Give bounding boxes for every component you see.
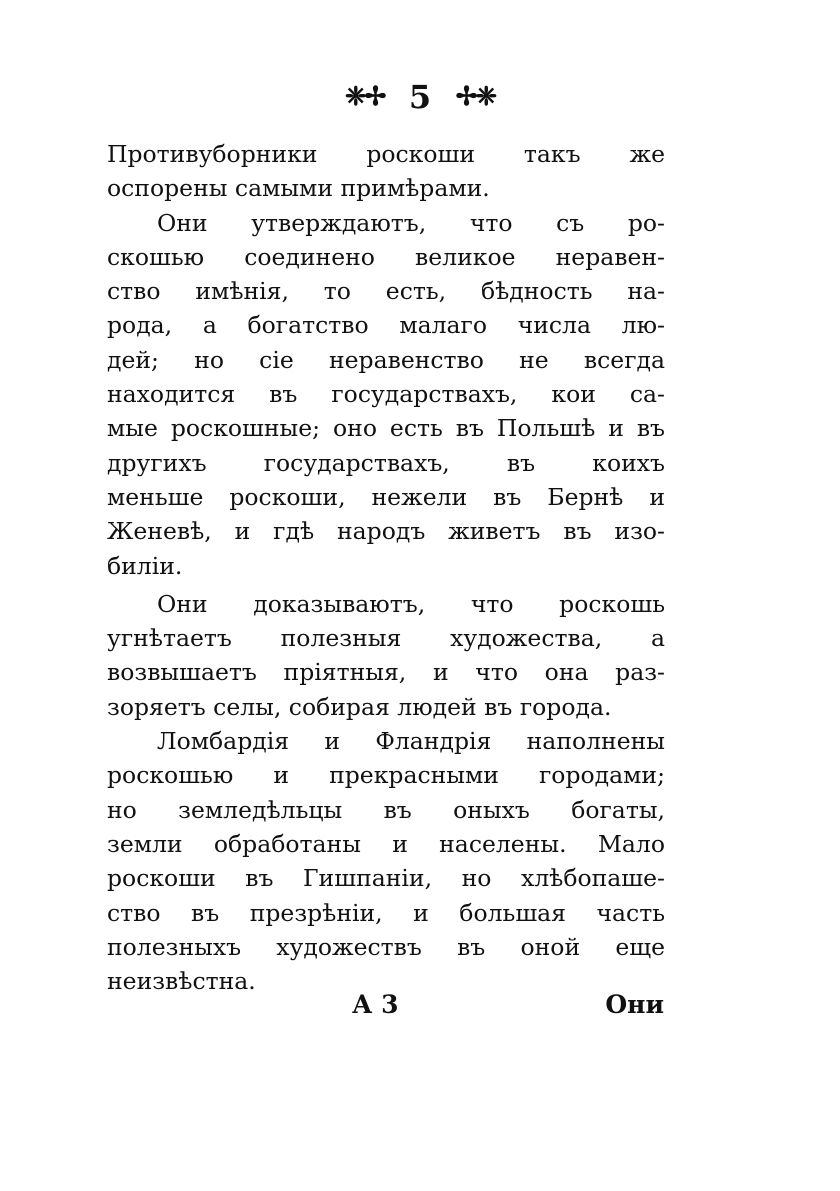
- ornament-right-icon: ✢❈: [455, 82, 496, 112]
- text-line: рода, а богатство малаго числа лю-: [107, 311, 665, 340]
- text-line: Они утверждаютъ, что съ ро-: [157, 208, 665, 237]
- text-line: биліи.: [107, 551, 183, 580]
- page-footer: [0, 990, 840, 1030]
- body-text: [107, 137, 665, 998]
- text-line: мые роскошные; оно есть въ Польшѣ и въ: [107, 414, 665, 443]
- text-line: ство въ презрѣніи, и большая часть: [107, 898, 665, 927]
- text-line: оспорены самыми примѣрами.: [107, 174, 490, 203]
- text-line: роскошью и прекрасными городами;: [107, 761, 665, 790]
- catchword: Они: [605, 990, 664, 1019]
- text-line: находится въ государствахъ, кои са-: [107, 380, 665, 409]
- text-line: полезныхъ художествъ въ оной еще: [107, 932, 665, 961]
- ornament-left-icon: ❈✢: [344, 82, 385, 112]
- text-line: Женевѣ, и гдѣ народъ живетъ въ изо-: [107, 517, 665, 546]
- text-line: ство имѣнія, то есть, бѣдность на-: [107, 277, 665, 306]
- text-line: но земледѣльцы въ оныхъ богаты,: [107, 795, 665, 824]
- text-line: дей; но сіе неравенство не всегда: [107, 345, 665, 374]
- text-line: Они доказываютъ, что роскошь: [157, 589, 665, 618]
- text-line: возвышаетъ пріятныя, и что она раз-: [107, 658, 665, 687]
- text-line: угнѣтаетъ полезныя художества, а: [107, 624, 665, 653]
- text-line: Ломбардія и Фландрія наполнены: [157, 727, 665, 756]
- signature-mark: А 3: [352, 990, 399, 1019]
- text-line: меньше роскоши, нежели въ Бернѣ и: [107, 482, 665, 511]
- text-line: другихъ государствахъ, въ коихъ: [107, 448, 665, 477]
- text-line: земли обработаны и населены. Мало: [107, 829, 665, 858]
- text-line: роскоши въ Гишпаніи, но хлѣбопаше-: [107, 864, 665, 893]
- page-header: [0, 74, 840, 119]
- text-line: скошью соединено великое неравен-: [107, 242, 665, 271]
- text-line: неизвѣстна.: [107, 967, 256, 996]
- page-number: 5: [408, 78, 432, 116]
- text-line: Противуборники роскоши такъ же: [107, 140, 665, 168]
- text-line: зоряетъ селы, собирая людей въ города.: [107, 692, 612, 721]
